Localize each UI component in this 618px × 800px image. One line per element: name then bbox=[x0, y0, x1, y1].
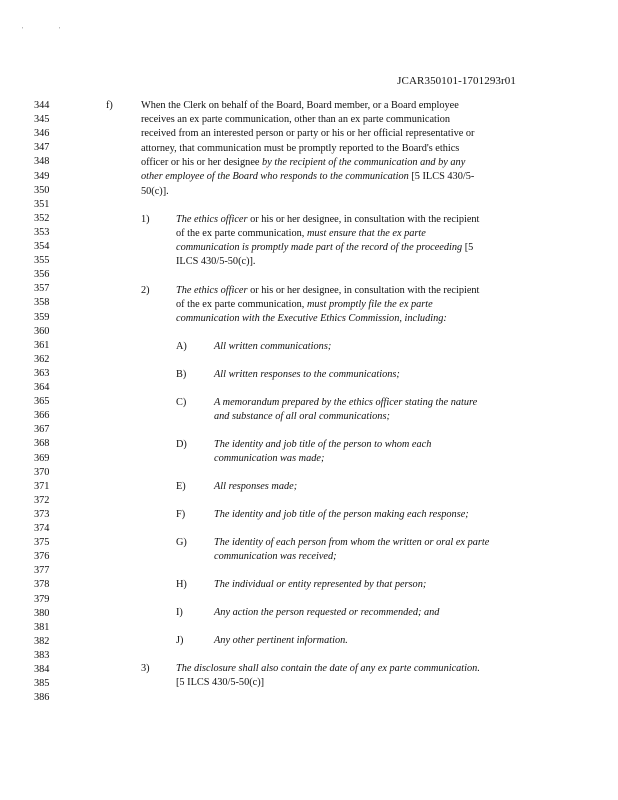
line-number: 375 bbox=[34, 537, 50, 549]
line-number: 378 bbox=[34, 579, 50, 591]
line-number: 379 bbox=[34, 593, 50, 605]
line-number: 363 bbox=[34, 367, 50, 379]
line-number: 351 bbox=[34, 198, 50, 210]
line-number: 361 bbox=[34, 339, 50, 351]
subitem-text: All written responses to the communications; bbox=[214, 369, 400, 380]
line-number: 373 bbox=[34, 508, 50, 520]
line-number: 367 bbox=[34, 424, 50, 436]
line-number: 382 bbox=[34, 635, 50, 647]
body-text: of the ex parte communication, must promptly file the ex parte bbox=[176, 299, 433, 310]
subitem-label: E) bbox=[176, 481, 186, 492]
subitem-text: and substance of all oral communications; bbox=[214, 411, 390, 422]
line-number: 384 bbox=[34, 664, 50, 675]
line-number: 365 bbox=[34, 396, 50, 408]
line-number: 354 bbox=[34, 241, 50, 252]
subitem-label: I) bbox=[176, 607, 183, 618]
line-number: 371 bbox=[34, 480, 50, 492]
item-label: 1) bbox=[141, 214, 150, 225]
item-label: 3) bbox=[141, 663, 150, 674]
line-number: 348 bbox=[34, 156, 50, 168]
line-number: 377 bbox=[34, 565, 50, 577]
line-number: 380 bbox=[34, 607, 50, 619]
subitem-text: The identity and job title of the person making each response; bbox=[214, 509, 469, 520]
document-id: JCAR350101-1701293r01 bbox=[397, 75, 516, 87]
item-label: 2) bbox=[141, 285, 150, 296]
body-text: of the ex parte communication, must ensure that the ex parte bbox=[176, 228, 426, 239]
line-number: 385 bbox=[34, 678, 50, 690]
line-number: 359 bbox=[34, 311, 50, 323]
line-number: 370 bbox=[34, 466, 50, 478]
subitem-label: B) bbox=[176, 369, 187, 380]
subitem-label: C) bbox=[176, 397, 187, 408]
subitem-label: A) bbox=[176, 341, 187, 352]
subitem-text: communication was made; bbox=[214, 453, 325, 464]
body-text: communication is promptly made part of the record of the proceeding [5 bbox=[176, 242, 474, 253]
body-text: The ethics officer or his or her designee, in consultation with the recipient bbox=[176, 214, 480, 225]
body-text: officer or his or her designee by the recipient of the communication and by any bbox=[141, 157, 466, 168]
line-number: 347 bbox=[34, 142, 50, 154]
body-text: other employee of the Board who responds to the communication [5 ILCS 430/5- bbox=[141, 171, 475, 182]
body-text: The disclosure shall also contain the date of any ex parte communication. bbox=[176, 663, 480, 674]
line-number: 362 bbox=[34, 353, 50, 365]
body-text: The ethics officer or his or her designee, in consultation with the recipient bbox=[176, 285, 480, 296]
subitem-label: J) bbox=[176, 635, 184, 646]
scan-mark: ' bbox=[22, 26, 24, 34]
subitem-text: A memorandum prepared by the ethics officer stating the nature bbox=[214, 397, 478, 408]
subitem-text: Any action the person requested or recommended; and bbox=[214, 607, 440, 618]
subitem-text: The identity of each person from whom the written or oral ex parte bbox=[214, 537, 490, 548]
line-number: 364 bbox=[34, 382, 50, 393]
line-number: 383 bbox=[34, 649, 50, 661]
body-text: received from an interested person or party or his or her official representative or bbox=[141, 128, 475, 139]
body-text: 50(c)]. bbox=[141, 186, 169, 197]
line-number: 369 bbox=[34, 452, 50, 464]
body-text: ILCS 430/5-50(c)]. bbox=[176, 256, 256, 267]
line-number: 366 bbox=[34, 410, 50, 422]
line-number: 355 bbox=[34, 255, 50, 267]
line-number: 376 bbox=[34, 551, 50, 563]
line-number: 372 bbox=[34, 494, 50, 506]
body-text: [5 ILCS 430/5-50(c)] bbox=[176, 677, 265, 688]
line-number: 353 bbox=[34, 226, 50, 238]
subitem-label: H) bbox=[176, 579, 187, 590]
line-number: 374 bbox=[34, 523, 50, 534]
line-number: 381 bbox=[34, 621, 50, 633]
subitem-label: F) bbox=[176, 509, 186, 520]
line-number: 350 bbox=[34, 184, 50, 196]
body-text: attorney, that communication must be promptly reported to the Board's ethics bbox=[141, 143, 460, 154]
scan-mark: ' bbox=[59, 26, 61, 34]
line-number: 344 bbox=[34, 100, 50, 111]
line-number: 360 bbox=[34, 325, 50, 337]
subitem-label: G) bbox=[176, 537, 187, 548]
body-text: communication with the Executive Ethics Commission, including: bbox=[176, 313, 447, 324]
section-label: f) bbox=[106, 100, 113, 111]
line-number: 346 bbox=[34, 128, 50, 140]
subitem-text: All responses made; bbox=[214, 481, 298, 492]
line-number: 349 bbox=[34, 170, 50, 182]
line-number: 352 bbox=[34, 212, 50, 224]
subitem-text: Any other pertinent information. bbox=[214, 635, 348, 646]
body-text: receives an ex parte communication, other than an ex parte communication bbox=[141, 114, 451, 125]
subitem-text: All written communications; bbox=[214, 341, 332, 352]
line-number: 386 bbox=[34, 692, 50, 704]
subitem-text: The identity and job title of the person to whom each bbox=[214, 439, 432, 450]
subitem-text: communication was received; bbox=[214, 551, 337, 562]
line-number: 357 bbox=[34, 283, 50, 295]
body-text: When the Clerk on behalf of the Board, Board member, or a Board employee bbox=[141, 100, 459, 111]
subitem-label: D) bbox=[176, 439, 187, 450]
line-number: 368 bbox=[34, 438, 50, 450]
line-number: 345 bbox=[34, 114, 50, 126]
subitem-text: The individual or entity represented by that person; bbox=[214, 579, 427, 590]
line-number: 358 bbox=[34, 297, 50, 309]
line-number: 356 bbox=[34, 269, 50, 281]
